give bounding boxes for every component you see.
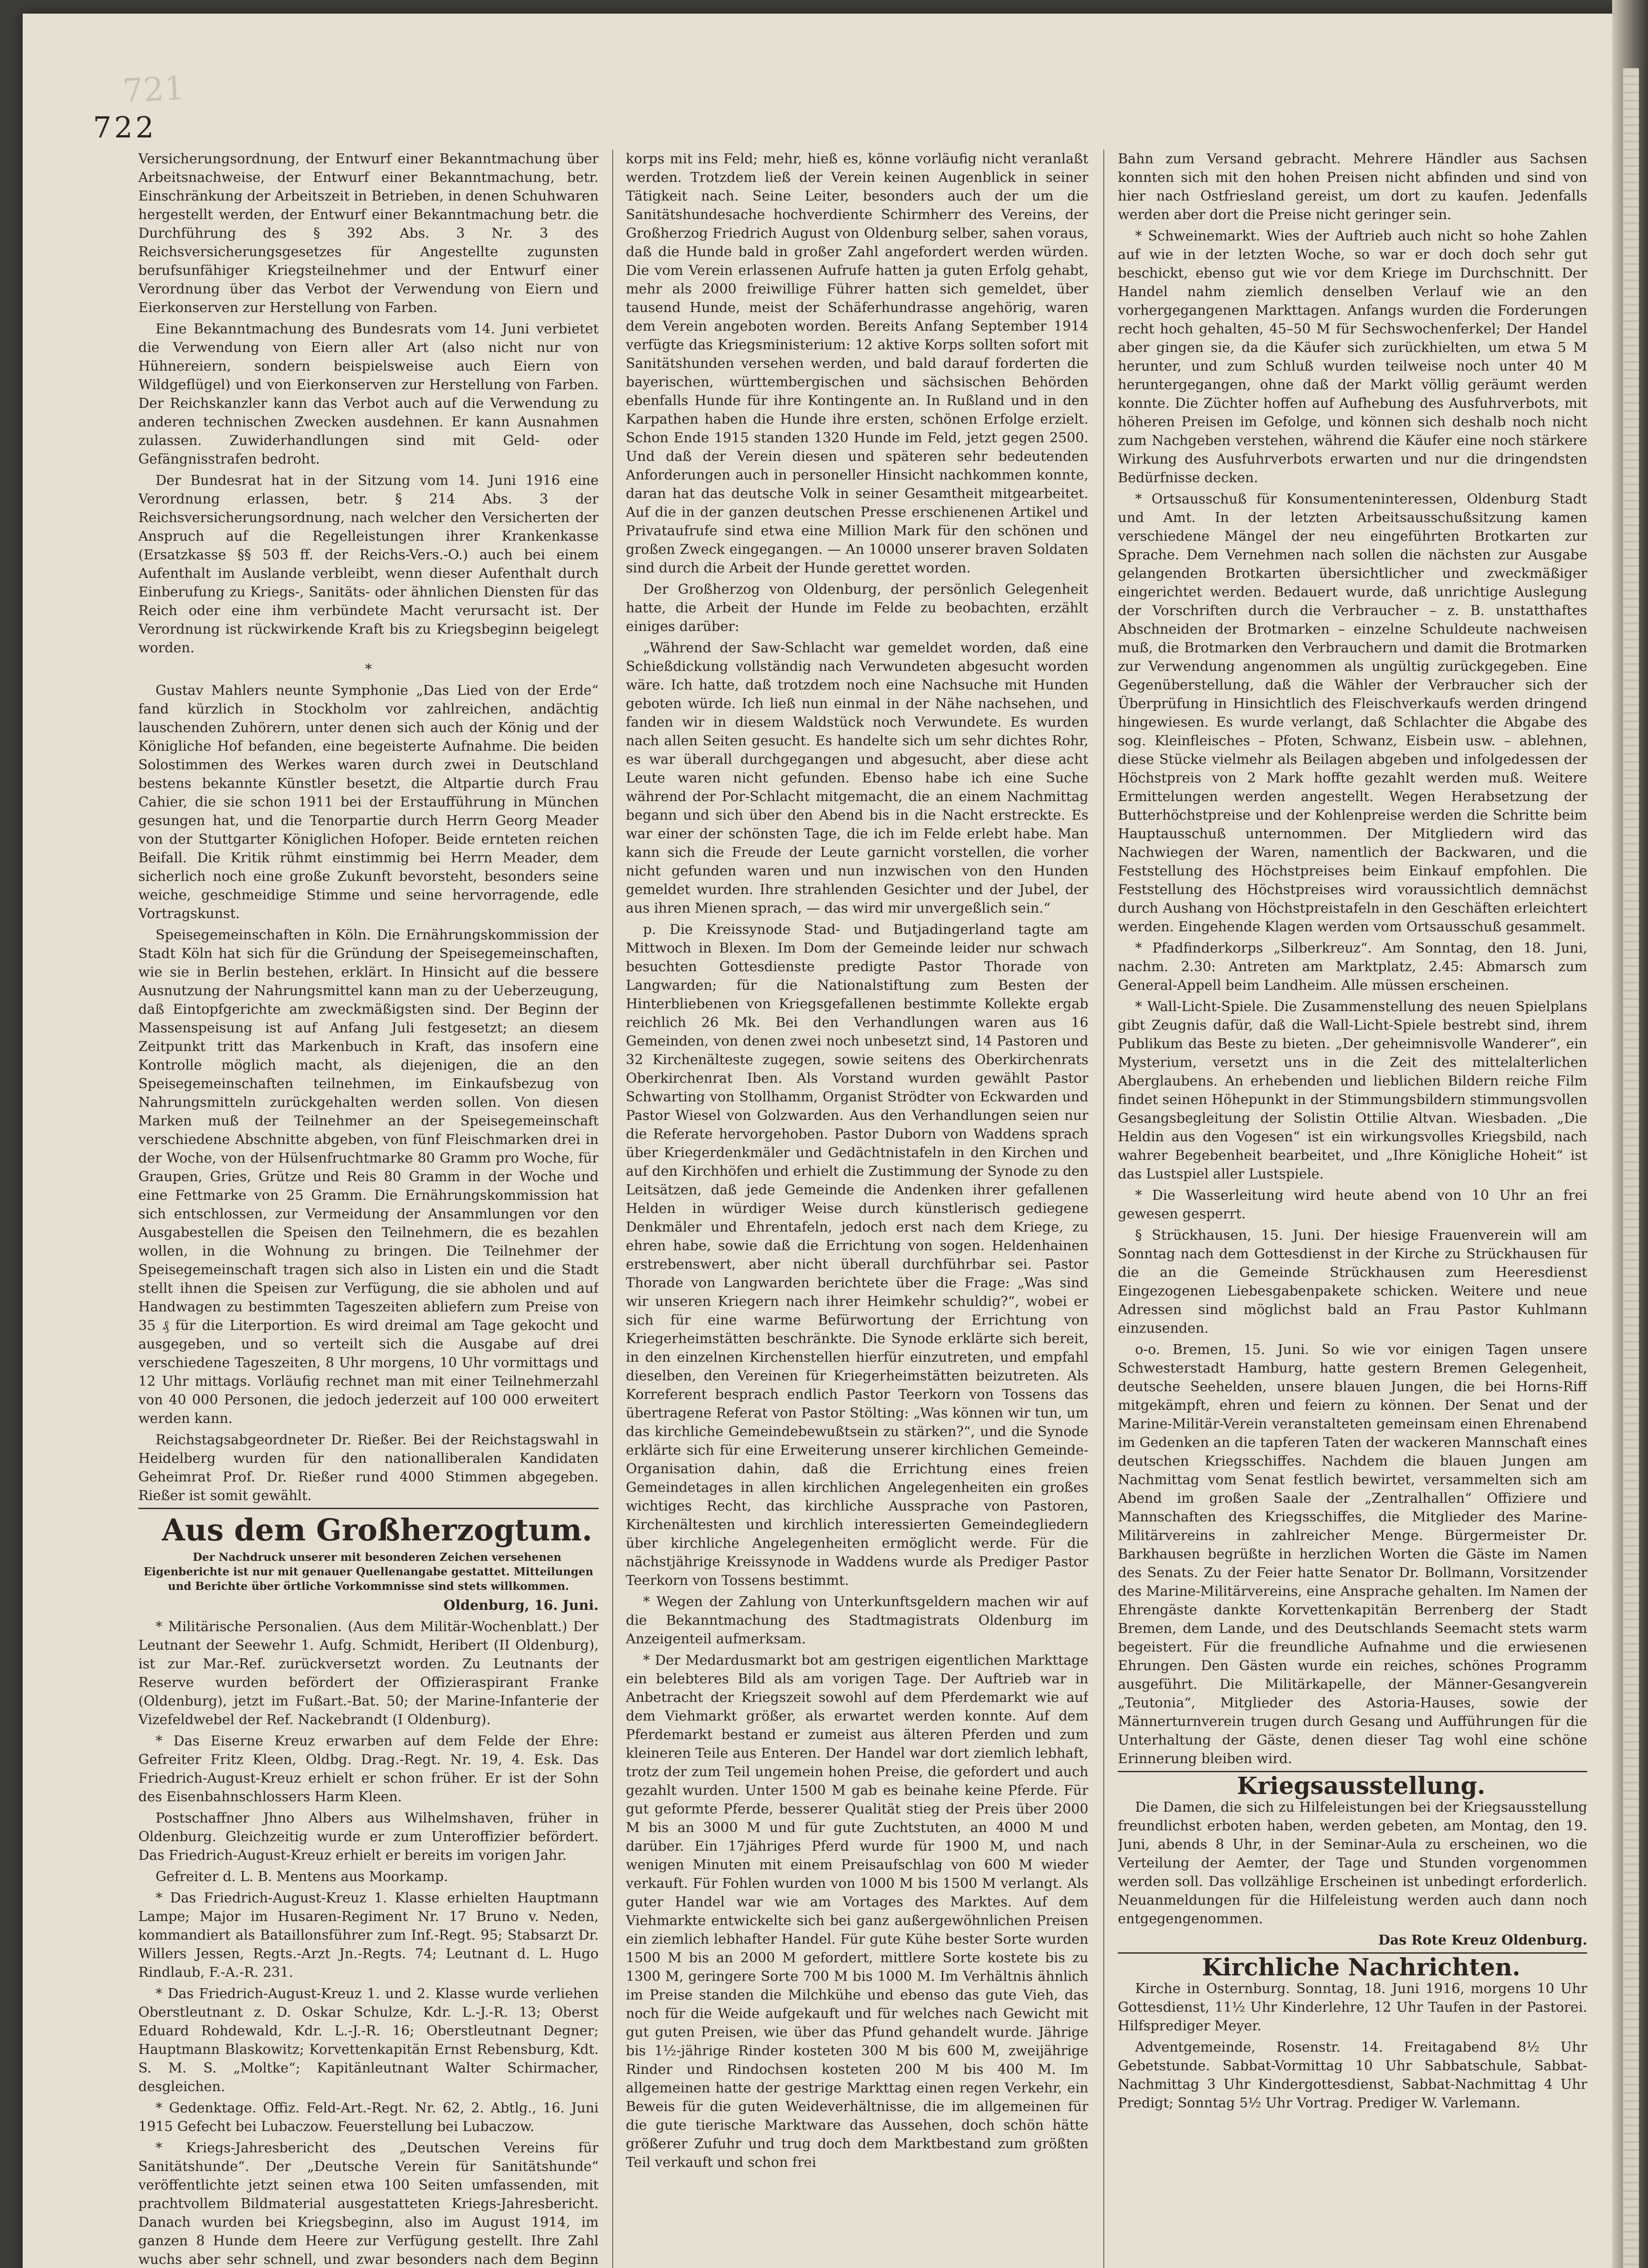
article-paragraph: * Das Eiserne Kreuz erwarben auf dem Felde der Ehre: Gefreiter Fritz Kleen, Oldbg. Drag.-Regt. Nr. 19, 4. Esk. Das Friedrich-August-Kreuz erhielt er schon früher. Er ist der Sohn des Eisenbahnschlossers Harm Kleen. [138,1733,599,1805]
article-paragraph: * Das Friedrich-August-Kreuz 1. und 2. Klasse wurde verliehen Oberstleutnant z. D. Oskar Schulze, Kdr. L.-J.-R. 13; Oberst Eduard Rohdewald, Kdr. L.-J.-R. 16; Oberstleutnant Degner; Hauptmann Blaskowitz; Korvettenkapitän Ernst Rebensburg, Kdt. S. M. S. „Moltke“; Kapitänleutnant Walter Schirmacher, desgleichen. [138,1986,599,2095]
article-paragraph: * Der Medardusmarkt bot am gestrigen eigentlichen Markttage ein belebteres Bild als am vorigen Tage. Der Auftrieb war in Anbetracht der Kriegszeit sowohl auf dem Pferdemarkt wie auf dem Viehmarkt größer, als erwartet werden konnte. Auf dem Pferdemarkt bestand er zumeist aus älteren Pferden und zum kleineren Teile aus Enteren. Der Handel war dort ziemlich lebhaft, trotz der zum Teil ungemein hohen Preise, die gefordert und auch gezahlt wurden. Unter 1500 M gab es beinahe keine Pferde. Für gut geformte Pferde, besserer Qualität stieg der Preis über 2000 M bis an 3000 M und für gute Zuchtstuten, an 4000 M und darüber. Ein 17jähriges Pferd wurde für 1900 M, und nach wenigen Minuten mit einem Preisaufschlag von 600 M wieder verkauft. Für Fohlen wurden von 1000 M bis 1500 M verlangt. Als guter Handel war wie am Vortages des Marktes. Auf dem Viehmarkte entwickelte sich bei ganz außergewöhnlichen Preisen ein ziemlich lebhafter Handel. Für gute Kühe bester Sorte wurden 1500 M bis an 2000 M gefordert, mittlere Sorte kostete bis zu 1300 M, geringere Sorte 700 M bis 1000 M. Im Verhältnis ähnlich im Preise standen die Milchkühe und ebenso das gute Vieh, das noch für die Weide aufgekauft und für welches nach Gewicht mit gut guten Preisen, wie über das Pfund gehandelt wurde. Jährige bis 1½-jährige Rinder kosteten 300 M bis 600 M, zweijährige Rinder und Rindochsen kosteten 200 M bis 400 M. Im allgemeinen hatte der gestrige Markttag einen regen Verkehr, ein Beweis für die guten Weideverhältnisse, die im allgemeinen für die gute tierische Marktware das Aussehen, doch schön hätte größerer Zufuhr und trug doch dem Marktbestand zum größten Teil verkauft und schon frei [626,1652,1088,2170]
article-paragraph: * Militärische Personalien. (Aus dem Militär-Wochenblatt.) Der Leutnant der Seewehr 1. Aufg. Schmidt, Heribert (II Oldenburg), ist zur Mar.-Ref. zurückversetzt worden. Zu Leutnants der Reserve wurden befördert der Offizieraspirant Franke (Oldenburg), jetzt im Fußart.-Bat. 50; der Marine-Infanterie der Vizefeldwebel der Ref. Nackebrandt (I Oldenburg). [138,1619,599,1728]
church-news-item: Adventgemeinde, Rosenstr. 14. Freitagabend 8½ Uhr Gebetstunde. Sabbat-Vormittag 10 Uhr Sabbatschule, Sabbat-Nachmittag 3 Uhr Kindergottesdienst, Sabbat-Nachmittag 4 Uhr Predigt; Sonntag 5½ Uhr Vortrag. Prediger W. Varlemann. [1118,2039,1587,2111]
article-paragraph: Bahn zum Versand gebracht. Mehrere Händler aus Sachsen konnten sich mit den hohen Preisen nicht abfinden und sind von hier nach Ostfriesland gereist, um dort zu kaufen. Jedenfalls werden aber dort die Preise nicht geringer sein. [1118,151,1587,223]
article-paragraph: Speisegemeinschaften in Köln. Die Ernährungskommission der Stadt Köln hat sich für die Gründung der Speisegemeinschaften, wie sie in Berlin bestehen, erklärt. In Hinsicht auf die bessere Ausnutzung der Nahrungsmittel kann man zu der Ueberzeugung, daß Eintopfgerichte am zweckmäßigsten sind. Der Beginn der Massenspeisung ist auf Anfang Juli festgesetzt; an diesem Zeitpunkt tritt das Markenbuch in Kraft, das insofern eine Kontrolle möglich macht, als diejenigen, die an den Speisegemeinschaften teilnehmen, im Einkaufsbezug von Nahrungsmitteln zurückgehalten werden sollen. Von diesen Marken muß der Teilnehmer an der Speisegemeinschaft verschiedene Abschnitte abgeben, von fünf Fleischmarken drei in der Woche, von der Hülsenfruchtmarke 80 Gramm pro Woche, für Graupen, Gries, Grütze und Reis 80 Gramm in der Woche und eine Fettmarke von 25 Gramm. Die Ernährungskommission hat sich entschlossen, zur Vermeidung der Ansammlungen vor den Ausgabestellen die Speisen den Teilnehmern, die es bezahlen wollen, in die Wohnung zu bringen. Die Teilnehmer der Speisegemeinschaft tragen sich also in Listen ein und die Stadt stellt ihnen die Speisen zur Verfügung, die sie abholen und auf Handwagen zu bestimmten Tageszeiten abliefern zum Preise von 35 ₰ für die Literportion. Es wird dreimal am Tage gekocht und ausgegeben, und so verteilt sich die Ausgabe auf drei verschiedene Tageszeiten, 8 Uhr morgens, 10 Uhr vormittags und 12 Uhr mittags. Vorläufig rechnet man mit einer Teilnehmerzahl von 40 000 Personen, die jedoch jederzeit auf 100 000 erweitert werden kann. [138,927,599,1427]
column-3 [1118,150,1587,2268]
article-paragraph: Der Großherzog von Oldenburg, der persönlich Gelegenheit hatte, die Arbeit der Hunde im Felde zu beobachten, erzählt einiges darüber: [626,582,1088,635]
church-news-title: Kirchliche Nachrichten. [1118,1952,1587,1977]
notice-title: Kriegsausstellung. [1118,1771,1587,1795]
article-paragraph: Der Bundesrat hat in der Sitzung vom 14. Juni 1916 eine Verordnung erlassen, betr. § 214 Abs. 3 der Reichsversicherungsordnung, nach welcher den Versicherten der Anspruch auf die Regelleistungen ihrer Krankenkasse (Ersatzkasse §§ 503 ff. der Reichs-Vers.-O.) auch bei einem Aufenthalt im Auslande verbleibt, wenn dieser Aufenthalt durch Einberufung zu Kriegs-, Sanitäts- oder ähnlichen Diensten für das Reich oder eine ihm verbündete Macht verursacht ist. Der Verordnung ist rückwirkende Kraft bis zu Kriegsbeginn beigelegt worden. [138,473,599,656]
article-paragraph: * Pfadfinderkorps „Silberkreuz“. Am Sonntag, den 18. Juni, nachm. 2.30: Antreten am Marktplatz, 2.45: Abmarsch zum General-Appell beim Landheim. Alle müssen erscheinen. [1118,940,1587,993]
article-paragraph: Postschaffner Jhno Albers aus Wilhelmshaven, früher in Oldenburg. Gleichzeitig wurde er zum Unteroffizier befördert. Das Friedrich-August-Kreuz erhielt er bereits im vorigen Jahr. [138,1810,599,1863]
article-paragraph: * Kriegs-Jahresbericht des „Deutschen Vereins für Sanitätshunde“. Der „Deutsche Verein für Sanitätshunde“ veröffentlichte jetzt seinen etwa 100 Seiten umfassenden, mit prachtvollem Bildmaterial ausgestatteten Kriegs-Jahresbericht. Danach wurden bei Kriegsbeginn, also im August 1914, im ganzen 8 Hunde dem Heere zur Verfügung gestellt. Ihre Zahl wuchs aber sehr schnell, und zwar besonders nach dem Beginn [138,2140,599,2268]
article-paragraph: * Wegen der Zahlung von Unterkunftsgeldern machen wir auf die Bekanntmachung des Stadtmagistrats Oldenburg im Anzeigenteil aufmerksam. [626,1594,1088,1647]
notice-text: Die Damen, die sich zu Hilfeleistungen bei der Kriegsausstellung freundlichst erboten haben, werden gebeten, am Montag, den 19. Juni, abends 8 Uhr, in der Seminar-Aula zu erscheinen, wo die Verteilung der Aemter, der Tage und Stunden vorgenommen werden soll. Das vollzählige Erscheinen ist unbedingt erforderlich. Neuanmeldungen für die Hilfeleistung werden auch dann noch entgegengenommen. [1118,1799,1587,1927]
article-paragraph: * Wall-Licht-Spiele. Die Zusammenstellung des neuen Spielplans gibt Zeugnis dafür, daß die Wall-Licht-Spiele bestrebt sind, ihrem Publikum das Beste zu bieten. „Der geheimnisvolle Wanderer“, ein Mysterium, versetzt uns in die Zeit des mittelalterlichen Aberglaubens. An erhebenden und lieblichen Bildern reiche Film findet seinen Höhepunkt in der Stimmungsbildern stimmungsvollen Gesangsbegleitung der Solistin Ottilie Altvan. Wiesbaden. „Die Heldin aus den Vogesen“ ist ein wirkungsvolles Kriegsbild, nach wahrer Begebenheit bearbeitet, und „Ihre Königliche Hoheit“ ist das Lustspiel aller Lustspiele. [1118,999,1587,1182]
article-paragraph: * Das Friedrich-August-Kreuz 1. Klasse erhielten Hauptmann Lampe; Major im Husaren-Regiment Nr. 17 Bruno v. Neden, kommandiert als Bataillonsführer zum Inf.-Regt. 95; Stabsarzt Dr. Willers Jessen, Regts.-Arzt Jn.-Regts. 74; Leutnant d. L. Hugo Rindlaub, F.-A.-R. 231. [138,1890,599,1980]
article-paragraph: korps mit ins Feld; mehr, hieß es, könne vorläufig nicht veranlaßt werden. Trotzdem ließ der Verein keinen Augenblick in seiner Tätigkeit nach. Seine Leiter, besonders auch der um die Sanitätshundesache hochverdiente Schirmherr des Vereins, der Großherzog Friedrich August von Oldenburg selber, sahen voraus, daß die Hunde bald in großer Zahl angefordert werden würden. Die vom Verein erlassenen Aufrufe hatten ja guten Erfolg gehabt, mehr als 2000 freiwillige Führer hatten sich gemeldet, über tausend Hunde, meist der Schäferhundrasse angehörig, waren dem Verein angeboten worden. Bereits Anfang September 1914 verfügte das Kriegsministerium: 12 aktive Korps sollten sofort mit Sanitätshunden versehen werden, und bald darauf forderten die bayerischen, württembergischen und sächsischen Behörden ebenfalls Hunde für ihre Kontingente an. In Rußland und in den Karpathen haben die Hunde ihre ersten, schönen Erfolge erzielt. Schon Ende 1915 standen 1320 Hunde im Feld, jetzt gegen 2500. Und daß der Verein diesen und späteren sehr bedeutenden Anforderungen auch in personeller Hinsicht nachkommen konnte, daran hat das deutsche Volk in seiner Gesamtheit mitgearbeitet. Auf die in der ganzen deutschen Presse erschienenen Artikel und Privataufrufe sind etwa eine Million Mark für den schönen und großen Zweck eingegangen. — An 10000 unserer braven Soldaten sind durch die Arbeit der Hunde gerettet worden. [626,151,1088,576]
column-rule [612,150,613,2268]
article-paragraph: o-o. Bremen, 15. Juni. So wie vor einigen Tagen unsere Schwesterstadt Hamburg, hatte gestern Bremen Gelegenheit, deutsche Seehelden, unsere blauen Jungen, die bei Horns-Riff mitgekämpft, ehren und feiern zu können. Der Senat und der Marine-Militär-Verein veranstalteten gemeinsam einen Ehrenabend im Gedenken an die tapferen Taten der wackeren Mannschaft eines deutschen Kriegsschiffes. Nachdem die blauen Jungen am Nachmittag vom Senat festlich bewirtet, versammelten sich am Abend im großen Saale der „Zentralhallen“ Offiziere und Mannschaften des Kriegsschiffes, die Mitglieder des Marine-Militärvereins in zahlreicher Menge. Bürgermeister Dr. Barkhausen begrüßte in herzlichen Worten die Gäste im Namen des Senats. Zu der Feier hatte Senator Dr. Bollmann, Vorsitzender des Marine-Militärvereins, eine Ansprache gehalten. Im Namen der Ehrengäste dankte Korvettenkapitän Berrenberg der Stadt Bremen, dem Lande, und des Deutschlands Seemacht stets warm begeistert. Für die freundliche Aufnahme und die erwiesenen Ehrungen. Den Gästen wurde ein reiches, schönes Programm ausgeführt. Die Militärkapelle, der Männer-Gesangverein „Teutonia“, Mitglieder des Astoria-Hauses, sowie der Männerturnverein trugen durch Gesang und Aufführungen für die Unterhaltung der Gäste, denen dieser Tag wohl eine schöne Erinnerung bleiben wird. [1118,1342,1587,1767]
notice-signature: Das Rote Kreuz Oldenburg. [1378,1932,1587,1948]
article-paragraph: p. Die Kreissynode Stad- und Butjadingerland tagte am Mittwoch in Blexen. Im Dom der Gemeinde leider nur schwach besuchten Gottesdienste predigte Pastor Thorade von Langwarden; für die Nationalstiftung zum Besten der Hinterbliebenen von Kriegsgefallenen bestimmte Kollekte ergab reichlich 26 Mk. Bei den Verhandlungen waren aus 16 Gemeinden, von denen zwei noch unbesetzt sind, 14 Pastoren und 32 Kirchenälteste zugegen, sowie seitens des Oberkirchenrats Oberkirchenrat Iben. Als Vorstand wurden gewählt Pastor Schwarting von Stollhamm, Organist Strödter von Eckwarden und Pastor Wiesel von Golzwarden. Aus den Verhandlungen seien nur die Referate hervorgehoben. Pastor Duborn von Waddens sprach über Kriegerdenkmäler und Gedächtnistafeln in den Kirchen und auf den Kirchhöfen und erhielt die Zustimmung der Synode zu den Leitsätzen, daß jede Gemeinde die Andenken ihrer gefallenen Helden in würdiger Weise durch künstlerisch gediegene Denkmäler und Ehrentafeln, jedoch erst nach dem Kriege, zu ehren habe, sowie daß die Errichtung von sogen. Heldenhainen erstrebenswert, aber nicht überall durchführbar sei. Pastor Thorade von Langwarden berichtete über die Frage: „Was sind wir unseren Kriegern nach ihrer Heimkehr schuldig?“, wobei er sich für eine warme Befürwortung der Errichtung von Kriegerheimstätten beschränkte. Die Synode erklärte sich bereit, in den einzelnen Kirchenstellen hierfür einzutreten, und empfahl dieselben, den Vereinen für Kriegerheimstätten beizutreten. Als Korreferent besprach endlich Pastor Teerkorn von Tossens das übertragene Referat von Pastor Stölting: „Was können wir tun, um das kirchliche Gemeindebewußtsein zu stärken?“, und die Synode erklärte sich für eine Erweiterung unserer kirchlichen Gemeinde-Organisation dahin, daß die Errichtung eines freien Gemeindetages in allen kirchlichen Angelegenheiten ein großes wichtiges Recht, das kirchliche Aussprache von Pastoren, Kirchenältesten und kirchlich interessierten Gemeindegliedern über kirchliche Angelegenheiten ermöglicht werde. Für die nächstjährige Kreissynode in Waddens wurde als Prediger Pastor Teerkorn von Tossens bestimmt. [626,922,1088,1589]
page-number: 722 [93,111,157,145]
text-columns [138,150,1612,2268]
dateline: Oldenburg, 16. Juni. [443,1598,599,1613]
column-rule [1103,150,1104,2268]
column-2 [626,150,1088,2268]
article-paragraph: „Während der Saw-Schlacht war gemeldet worden, daß eine Schießdickung vollständig nach Verwundeten abgesucht worden wäre. Ich hatte, daß trotzdem noch eine Nachsuche mit Hunden geboten würde. Ich ließ nun einmal in der Nähe nachsehen, und fanden wir in diesem Waldstück noch Verwundete. Es wurden nach allen Seiten gesucht. Es handelte sich um sehr dichtes Rohr, es war überall durchgegangen und abgesucht, aber diese acht Leute waren nicht gefunden. Ebenso habe ich eine Suche während der Por-Schlacht mitgemacht, die an einem Nachmittag begann und sich über den Abend bis in die Nacht erstreckte. Es war einer der schönsten Tage, die ich im Felde erlebt habe. Man kann sich die Freude der Leute garnicht vorstellen, die vorher nicht gefunden waren und nun inzwischen von den Hunden gemeldet wurden. Ihre strahlenden Gesichter und der Jubel, der aus ihren Mienen sprach, — das wird mir unvergeßlich sein.“ [626,640,1088,916]
article-paragraph: Versicherungsordnung, der Entwurf einer Bekanntmachung über Arbeitsnachweise, der Entwurf einer Bekanntmachung, betr. Einschränkung der Arbeitszeit in Betrieben, in denen Schuhwaren hergestellt werden, der Entwurf einer Bekanntmachung betr. die Durchführung des § 392 Abs. 3 Nr. 3 des Reichsversicherungsgesetzes für Angestellte zugunsten berufsunfähiger Kriegsteilnehmer und der Entwurf einer Verordnung über das Verbot der Verwendung von Eiern und Eierkonserven zur Herstellung von Farben. [138,151,599,316]
adjacent-page-edge [1623,68,1639,2268]
church-news-item: Kirche in Osternburg. Sonntag, 18. Juni 1916, morgens 10 Uhr Gottesdienst, 11½ Uhr Kinderlehre, 12 Uhr Taufen in der Pastorei. Hilfsprediger Meyer. [1118,1981,1587,2034]
article-paragraph: § Strückhausen, 15. Juni. Der hiesige Frauenverein will am Sonntag nach dem Gottesdienst in der Kirche zu Strückhausen für die an die Gemeinde Strückhausen zum Heeresdienst Eingezogenen Liebesgabenpakete schicken. Weitere und neue Adressen sind möglichst bald an Frau Pastor Kuhlmann einzusenden. [1118,1227,1587,1336]
ghost-page-number: 721 [121,68,186,110]
article-paragraph: * Schweinemarkt. Wies der Auftrieb auch nicht so hohe Zahlen auf wie in der letzten Woche, so war er doch doch sehr gut beschickt, ebenso gut wie vor dem Kriege im Durchschnitt. Der Handel nahm ziemlich denselben Verlauf wie an den vorhergegangenen Markttagen. Anfangs wurden die Forderungen recht hoch gehalten, 45–50 M für Sechswochenferkel; Der Handel aber gingen sie, da die Käufer sich zurückhielten, um etwa 5 M herunter, und zum Schluß wurden teilweise noch unter 40 M heruntergegangen, ohne daß der Markt völlig geräumt werden konnte. Die Züchter hoffen auf Aufhebung des Ausfuhrverbots, mit höheren Preisen im Gefolge, und können sich deshalb noch nicht zum Nachgeben verstehen, während die Käufer eine noch stärkere Wirkung des Ausfuhrverbots erwarten und nur die dringendsten Bedürfnisse decken. [1118,228,1587,486]
article-paragraph: Eine Bekanntmachung des Bundesrats vom 14. Juni verbietet die Verwendung von Eiern aller Art (also nicht nur von Hühnereiern, sondern beispielsweise auch Eiern von Wildgeflügel) und von Eierkonserven zur Herstellung von Farben. Der Reichskanzler kann das Verbot auch auf die Verwendung zu anderen technischen Zwecken ausdehnen. Er kann Ausnahmen zulassen. Zuwiderhandlungen sind mit Geld- oder Gefängnisstrafen bedroht. [138,321,599,467]
article-paragraph: Gustav Mahlers neunte Symphonie „Das Lied von der Erde“ fand kürzlich in Stockholm vor zahlreichen, andächtig lauschenden Zuhörern, unter denen sich auch der König und der Königliche Hof befanden, eine begeisterte Aufnahme. Die beiden Solostimmen des Werkes waren durch zwei in Deutschland bestens bekannte Künstler besetzt, die Altpartie durch Frau Cahier, die sie schon 1911 bei der Erstaufführung in München gesungen hat, und die Tenorpartie durch Herrn Georg Meader von der Stuttgarter Königlichen Hofoper. Beide ernteten reichen Beifall. Die Kritik rühmt einstimmig bei Herrn Meader, dem sicherlich noch eine große Zukunft bevorsteht, besonders seine weiche, geschmeidige Stimme und seine hervorragende, edle Vortragskunst. [138,683,599,922]
separator-star: * [365,661,372,677]
article-paragraph: Reichstagsabgeordneter Dr. Rießer. Bei der Reichstagswahl in Heidelberg wurden für den nationalliberalen Kandidaten Geheimrat Prof. Dr. Rießer rund 4000 Stimmen abgegeben. Rießer ist somit gewählt. [138,1432,599,1504]
article-paragraph: * Die Wasserleitung wird heute abend von 10 Uhr an frei gewesen gesperrt. [1118,1188,1587,1222]
article-paragraph: Gefreiter d. L. B. Mentens aus Moorkamp. [156,1869,449,1885]
article-paragraph: * Gedenktage. Offiz. Feld-Art.-Regt. Nr. 62, 2. Abtlg., 16. Juni 1915 Gefecht bei Lubaczow. Feuerstellung bei Lubaczow. [138,2100,599,2135]
article-paragraph: * Ortsausschuß für Konsumenteninteressen, Oldenburg Stadt und Amt. In der letzten Arbeitsausschußsitzung kamen verschiedene Mängel der neu eingeführten Brotkarten zur Sprache. Dem Vernehmen nach sollen die nächsten zur Ausgabe gelangenden Brotkarten übersichtlicher und zweckmäßiger eingerichtet werden. Bedauert wurde, daß unrichtige Auslegung der Vorschriften durch die Verbraucher – z. B. unstatthaftes Abschneiden der Brotmarken – einzelne Schuldeute nachweisen muß, die Brotmarken den Verbrauchern und damit die Brotmarken zur Verwendung angenommen als ungültig zurückgegeben. Eine Gegenüberstellung, daß die Wähler der Verbraucher sich der Überprüfung in Hinsichtlich des Fleischverkaufs werden dringend hingewiesen. Es wurde verlangt, daß Schlachter die Abgabe des sog. Kleinfleisches – Pfoten, Schwanz, Eisbein usw. – ablehnen, diese Stücke vielmehr als Beilagen abgeben und infolgedessen der Höchstpreis von 2 Mark hoffte gezahlt werden muß. Weitere Ermittelungen werden angestellt. Wegen Herabsetzung der Butterhöchstpreise und der Kohlenpreise werden die Schritte beim Hauptausschuß unternommen. Der Mitgliedern wird das Nachwiegen der Waren, namentlich der Backwaren, und die Feststellung des Höchstpreises beim Einkauf empfohlen. Die Feststellung des Höchstpreises wird voraussichtlich demnächst durch Aushang von Höchstpreistafeln in den Geschäften erleichtert werden. Eingehende Klagen werden vom Ortsausschuß gesammelt. [1118,491,1587,935]
column-1 [138,150,599,2268]
section-title: Aus dem Großherzogtum. [138,1508,599,1547]
section-subtitle: Der Nachdruck unserer mit besonderen Zeichen versehenen Eigenberichte ist nur mit genauer Quellenangabe gestattet. Mitteilungen und Berichte über örtliche Vorkommnisse sind stets willkommen. [143,1550,594,1593]
